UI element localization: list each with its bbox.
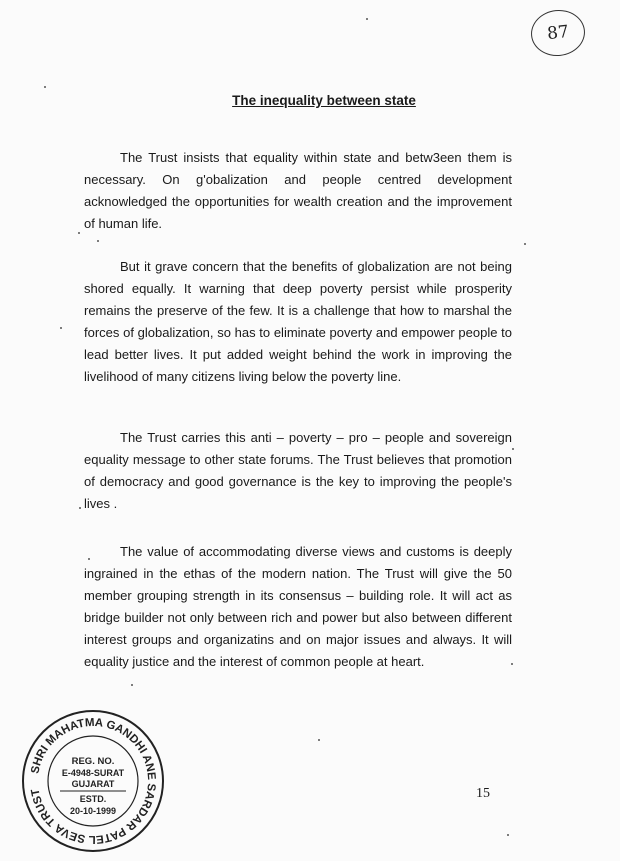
scan-speck bbox=[511, 663, 513, 665]
scan-speck bbox=[318, 739, 320, 741]
scan-speck bbox=[97, 240, 99, 242]
scan-speck bbox=[131, 684, 133, 686]
scan-speck bbox=[44, 86, 46, 88]
scan-speck bbox=[60, 327, 62, 329]
paragraph-2-text: But it grave concern that the benefits of globalization are not being shored equally. It warning that deep poverty persist while prosperity remains the preserve of the few. It is a challenge that how to marshal the forces of globalization, so has to eliminate poverty and empower people to lead better lives. It put added weight behind the work in improving the livelihood of many citizens living below the poverty line. bbox=[84, 259, 512, 384]
folio-number-text: 87 bbox=[546, 21, 570, 45]
seal-reg-label: REG. NO. bbox=[71, 756, 115, 767]
seal-estd-date: 20-10-1999 bbox=[69, 806, 117, 816]
seal-reg-number: E-4948-SURAT bbox=[61, 768, 125, 778]
scan-speck bbox=[366, 18, 368, 20]
paragraph-2 bbox=[84, 256, 512, 388]
paragraph-1-text: The Trust insists that equality within state and betw3een them is necessary. On g'obalization and people centred development acknowledged the opportunities for wealth creation and the improvement of human life. bbox=[84, 150, 512, 231]
page-title: The inequality between state bbox=[232, 93, 416, 108]
page-number: 15 bbox=[476, 786, 490, 801]
handwritten-folio-number bbox=[529, 7, 588, 58]
seal-graphic bbox=[18, 706, 168, 856]
paragraph-3-text: The Trust carries this anti – poverty – pro – people and sovereign equality message to other state forums. The Trust believes that promotion of democracy and good governance is the key to improving the people's lives . bbox=[84, 430, 512, 511]
scan-speck bbox=[88, 558, 90, 560]
paragraph-1 bbox=[84, 147, 512, 235]
paragraph-4-text: The value of accommodating diverse views and customs is deeply ingrained in the ethas of the modern nation. The Trust will give the 50 member grouping strength in its consensus – building role. It will act as bridge builder not only between rich and power but also between different interest groups and organizatins and on major issues and always. It will equality justice and the interest of common people at heart. bbox=[84, 544, 512, 669]
scan-speck bbox=[507, 834, 509, 836]
scan-speck bbox=[524, 243, 526, 245]
paragraph-3 bbox=[84, 427, 512, 515]
seal-ring-text: SHRI MAHATMA GANDHI ANE SARDAR PATEL SEVA TRUST bbox=[29, 716, 158, 846]
seal-estd-label: ESTD. bbox=[79, 794, 107, 804]
seal-state: GUJARAT bbox=[71, 779, 115, 789]
scan-speck bbox=[78, 232, 80, 234]
trust-seal-stamp bbox=[18, 706, 168, 856]
paragraph-4 bbox=[84, 541, 512, 673]
scan-speck bbox=[79, 507, 81, 509]
scan-speck bbox=[512, 448, 514, 450]
